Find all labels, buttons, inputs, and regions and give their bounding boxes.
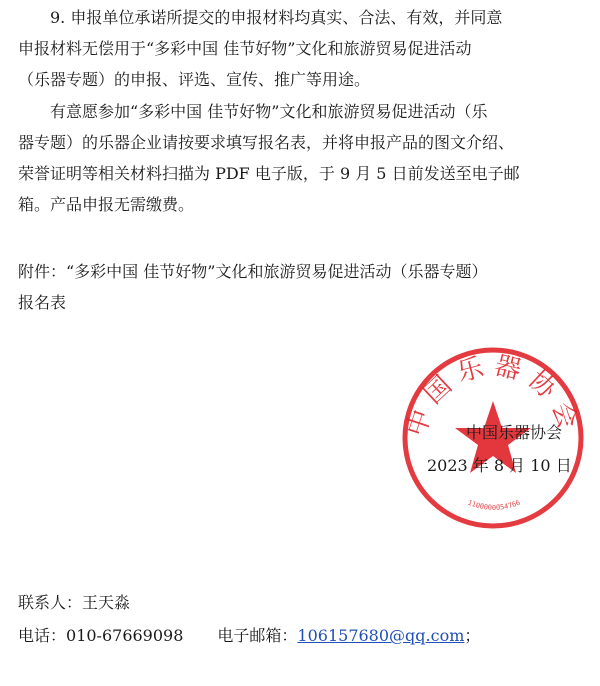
notice-line-1: 有意愿参加“多彩中国 佳节好物”文化和旅游贸易促进活动（乐 (50, 102, 488, 121)
notice-line-2: 器专题）的乐器企业请按要求填写报名表，并将申报产品的图文介绍、 (18, 133, 515, 152)
attachment-line-1: 附件：“多彩中国 佳节好物”文化和旅游贸易促进活动（乐器专题） (18, 262, 488, 281)
contact-person-name: 王天淼 (82, 593, 131, 612)
attachment-paragraph (18, 256, 583, 318)
email-link[interactable]: 106157680@qq.com (297, 626, 465, 645)
clause-9-line-2: 申报材料无偿用于“多彩中国 佳节好物”文化和旅游贸易促进活动 (18, 39, 472, 58)
svg-text:中国乐器协会: 中国乐器协会 (401, 350, 585, 441)
email-label: 电子邮箱： (217, 626, 298, 645)
signing-organization: 中国乐器协会 (466, 423, 563, 442)
clause-9-line-1: 9. 申报单位承诺所提交的申报材料均真实、合法、有效，并同意 (50, 8, 503, 27)
notice-line-3: 荣誉证明等相关材料扫描为 PDF 电子版，于 9 月 5 日前发送至电子邮 (18, 164, 520, 183)
notice-paragraph (18, 96, 583, 220)
email-suffix: ； (464, 626, 481, 645)
clause-9-paragraph (18, 2, 583, 95)
notice-line-4: 箱。产品申报无需缴费。 (18, 195, 195, 214)
contact-details (18, 623, 480, 646)
contact-person-label: 联系人： (18, 593, 83, 612)
clause-9-line-3: （乐器专题）的申报、评选、宣传、推广等用途。 (18, 70, 371, 89)
attachment-line-2: 报名表 (18, 293, 67, 312)
svg-text:1100000054766: 1100000054766 (466, 498, 522, 512)
phone-label: 电话： (18, 626, 67, 645)
contact-person (18, 590, 130, 613)
signing-date: 2023 年 8 月 10 日 (427, 456, 572, 475)
phone-number: 010-67669098 (66, 626, 184, 645)
